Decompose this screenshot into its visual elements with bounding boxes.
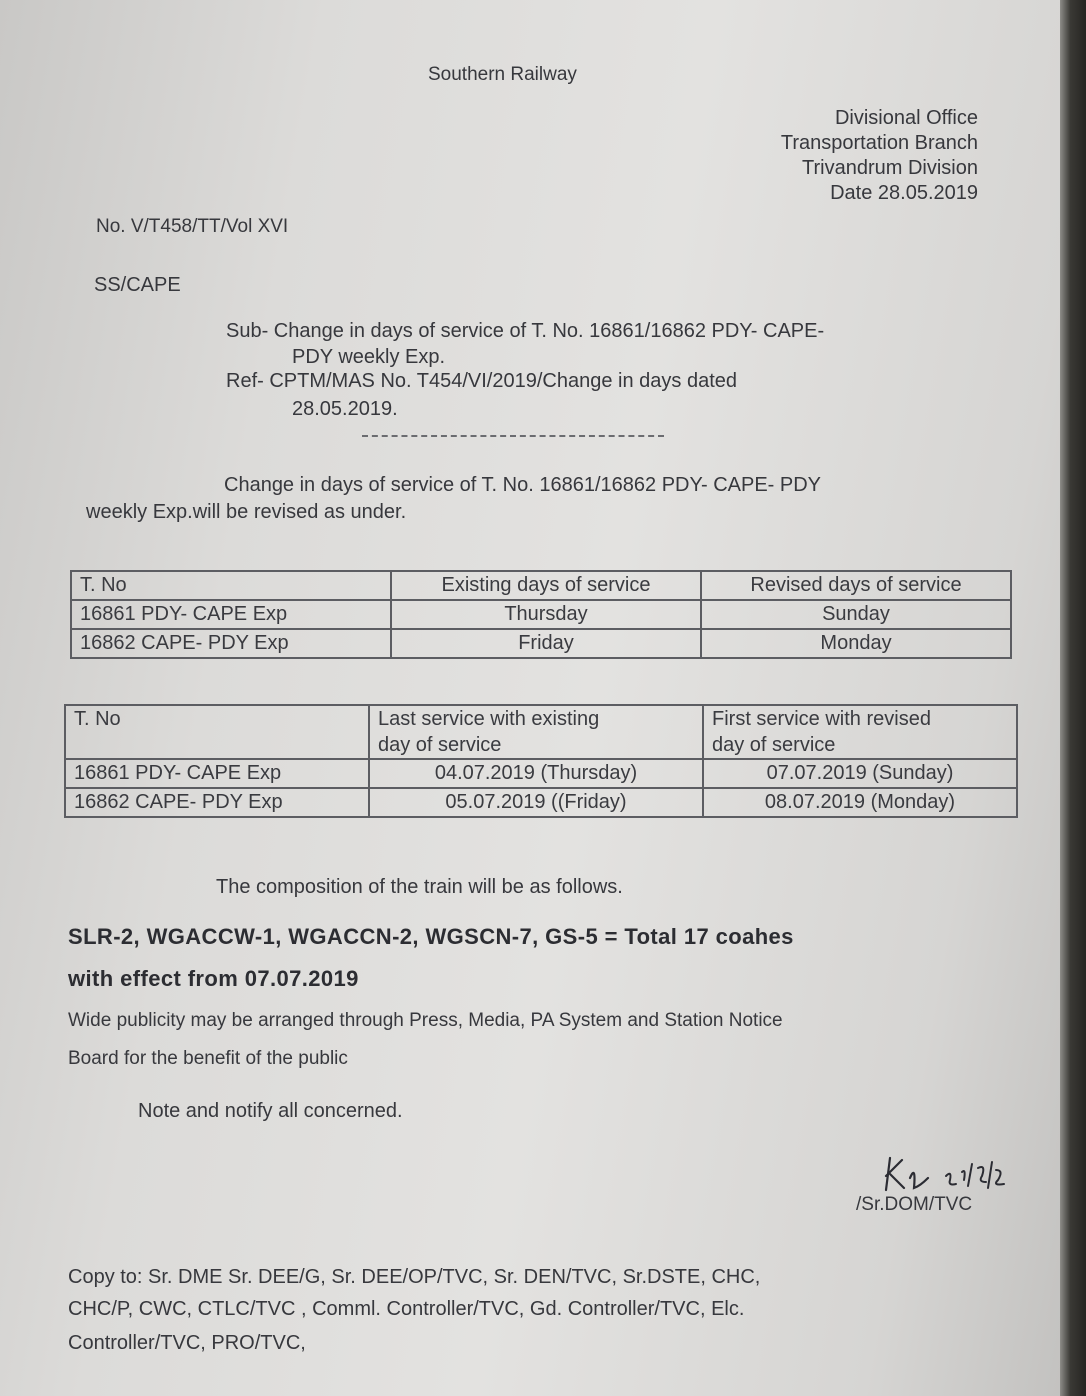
table-row xyxy=(71,629,1011,658)
subject-line: PDY weekly Exp. xyxy=(292,346,446,368)
table-cell: 07.07.2019 (Sunday) xyxy=(703,759,1017,788)
table-cell: Monday xyxy=(701,629,1011,658)
dashed-divider xyxy=(362,435,664,437)
ref-line: 28.05.2019. xyxy=(292,398,398,420)
signatory-designation: /Sr.DOM/TVC xyxy=(856,1194,973,1215)
table-cell: 16861 PDY- CAPE Exp xyxy=(65,759,369,788)
reference-number: No. V/T458/TT/Vol XVI xyxy=(96,216,289,237)
table-header-cell: Revised days of service xyxy=(701,571,1011,600)
handwritten-signature xyxy=(880,1150,1020,1198)
table-header-cell: Existing days of service xyxy=(391,571,701,600)
org-name: Southern Railway xyxy=(428,64,577,85)
letter-date: Date 28.05.2019 xyxy=(830,182,978,204)
subject-line: Sub- Change in days of service of T. No. 16861/16862 PDY- CAPE- xyxy=(226,320,825,342)
copy-to-line: CHC/P, CWC, CTLC/TVC , Comml. Controller/TVC, Gd. Controller/TVC, Elc. xyxy=(68,1298,745,1320)
table-cell: Friday xyxy=(391,629,701,658)
paper-edge-shadow xyxy=(1060,0,1086,1396)
table-header-cell xyxy=(703,705,1017,759)
table-cell: 04.07.2019 (Thursday) xyxy=(369,759,703,788)
table-cell: 16861 PDY- CAPE Exp xyxy=(71,600,391,629)
publicity-text: Board for the benefit of the public xyxy=(68,1048,348,1069)
table-row xyxy=(65,788,1017,817)
header-line: First service with revised xyxy=(712,708,931,730)
table-cell: 16862 CAPE- PDY Exp xyxy=(65,788,369,817)
ref-line: Ref- CPTM/MAS No. T454/VI/2019/Change in days dated xyxy=(226,370,738,392)
table-header-cell: T. No xyxy=(65,705,369,759)
table-row xyxy=(65,759,1017,788)
note-text: Note and notify all concerned. xyxy=(138,1100,403,1122)
table-header-row xyxy=(65,705,1017,759)
body-paragraph: weekly Exp.will be revised as under. xyxy=(86,501,407,523)
addressee: SS/CAPE xyxy=(94,274,181,296)
table-cell: 08.07.2019 (Monday) xyxy=(703,788,1017,817)
table-cell: Sunday xyxy=(701,600,1011,629)
composition-intro: The composition of the train will be as follows. xyxy=(216,876,623,898)
office-line: Divisional Office xyxy=(834,107,978,129)
table-row xyxy=(71,600,1011,629)
service-dates-table xyxy=(64,704,1018,818)
office-address-block xyxy=(781,106,978,206)
body-paragraph: Change in days of service of T. No. 16861/16862 PDY- CAPE- PDY xyxy=(224,474,822,496)
publicity-text: Wide publicity may be arranged through Press, Media, PA System and Station Notice xyxy=(68,1010,783,1031)
days-of-service-table xyxy=(70,570,1012,659)
table-header-row xyxy=(71,571,1011,600)
table-header-cell xyxy=(369,705,703,759)
composition-effective-date: with effect from 07.07.2019 xyxy=(68,966,359,991)
table-cell: Thursday xyxy=(391,600,701,629)
table-cell: 05.07.2019 ((Friday) xyxy=(369,788,703,817)
copy-to-line: Copy to: Sr. DME Sr. DEE/G, Sr. DEE/OP/TVC, Sr. DEN/TVC, Sr.DSTE, CHC, xyxy=(68,1266,761,1288)
header-line: Last service with existing xyxy=(378,708,600,730)
composition-line: SLR-2, WGACCW-1, WGACCN-2, WGSCN-7, GS-5 = Total 17 coahes xyxy=(68,924,794,949)
copy-to-line: Controller/TVC, PRO/TVC, xyxy=(68,1332,306,1354)
table-cell: 16862 CAPE- PDY Exp xyxy=(71,629,391,658)
header-line: day of service xyxy=(378,734,502,756)
header-line: day of service xyxy=(712,734,836,756)
table-header-cell: T. No xyxy=(71,571,391,600)
office-line: Trivandrum Division xyxy=(802,157,978,179)
office-line: Transportation Branch xyxy=(780,132,978,154)
